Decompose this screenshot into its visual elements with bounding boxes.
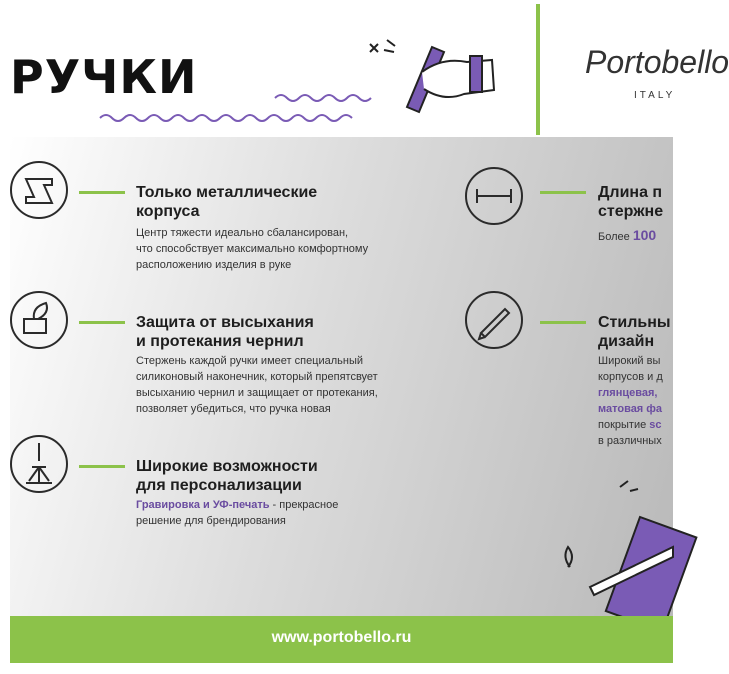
header [0,0,729,137]
laser-engraving-icon [10,435,68,493]
length-icon [465,167,523,225]
feature-heading: Только металлические корпуса [136,184,318,220]
feature-highlight: Гравировка и УФ-печать [136,499,270,511]
footer [10,616,673,663]
feature-text: Стержень каждой ручки имеет специальный силиконовый наконечник, который препятсвует высыханию чернил и защищает от протекания, позволяет убедиться, что ручка новая [136,355,378,415]
feature-dash [79,465,125,468]
feature-heading: Длина п стержне [598,184,664,220]
pen-icon [465,291,523,349]
feature-heading: Широкие возможности для персонализации [136,458,318,494]
feature-dash [540,321,586,324]
feature-heading: Защита от высыхания и протекания чернил [136,314,314,350]
feature-text: Гравировка и УФ-печать - прекрасное решение для брендирования [136,499,339,527]
feature-dash [540,191,586,194]
feature-text: Более 100 [598,227,657,243]
features-panel [10,137,673,616]
feature-text: Широкий вы корпусов и д глянцевая, матовая фа покрытие sc в различных [598,355,663,447]
steel-beam-icon [10,161,68,219]
feature-dash [79,191,125,194]
hand-writing-icon [362,32,502,112]
green-divider [536,4,540,135]
feature-heading: Стильны дизайн [598,314,671,350]
footer-url[interactable]: www.portobello.ru [271,629,412,646]
feature-text: Центр тяжести идеально сбалансирован, что способствует максимально комфортному расположению изделия в руке [136,227,369,271]
feature-dash [79,321,125,324]
inkwell-icon [10,291,68,349]
page-title: РУЧКИ [10,50,198,104]
brand-logo-sub: ITALY [634,90,676,101]
brand-logo: Portobello [585,44,729,80]
wavy-line-decoration [95,88,395,128]
notebook-illustration [550,477,673,616]
